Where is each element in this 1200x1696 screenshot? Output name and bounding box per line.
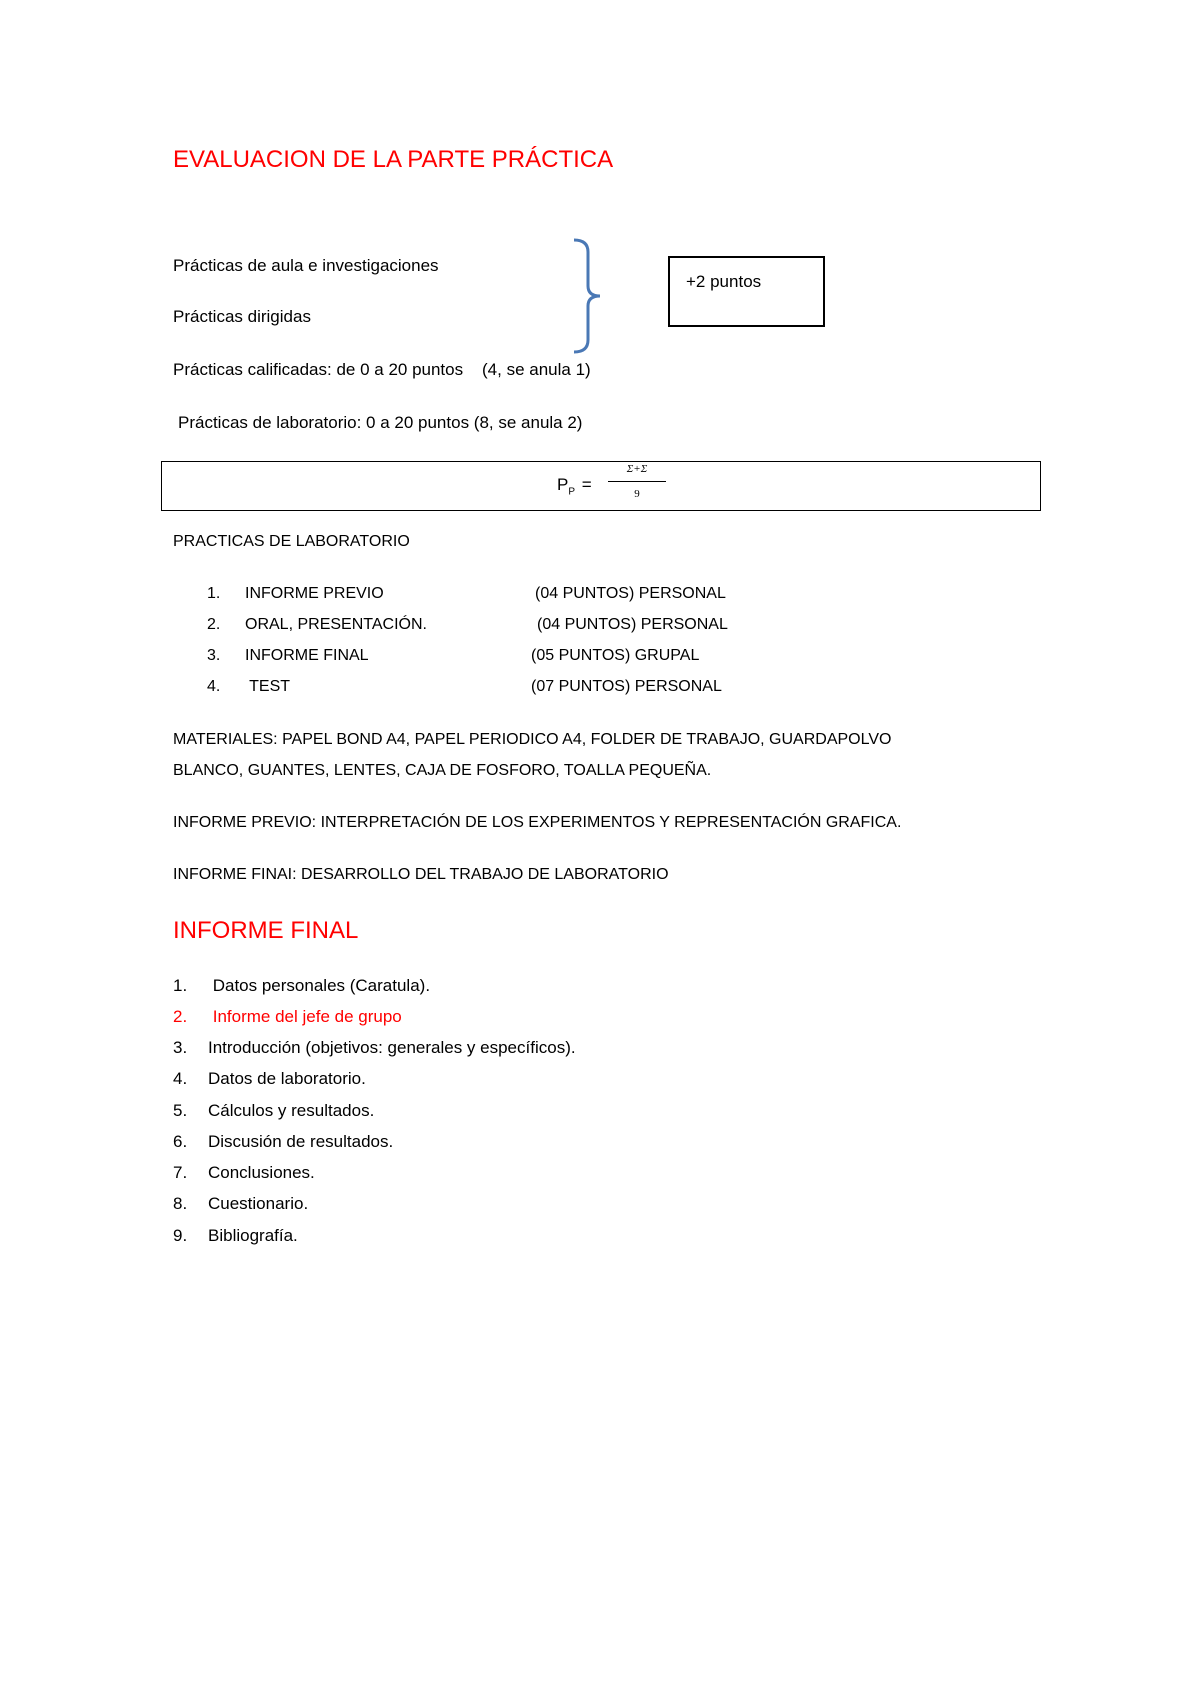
informe-item: 9. Bibliografía. [173,1226,298,1245]
informe-item: 3. Introducción (objetivos: generales y específicos). [173,1038,576,1057]
lab-item-label: TEST [245,678,291,695]
lab-heading: PRACTICAS DE LABORATORIO [173,533,410,550]
lab-item-label: ORAL, PRESENTACIÓN. [245,616,427,633]
lab-item-num: 1. [207,585,221,602]
informe-item: 4. Datos de laboratorio. [173,1069,366,1088]
materiales-line1: MATERIALES: PAPEL BOND A4, PAPEL PERIODICO A4, FOLDER DE TRABAJO, GUARDAPOLVO [173,731,892,748]
lab-item-points: (05 PUNTOS) GRUPAL [531,647,700,664]
materiales-line2: BLANCO, GUANTES, LENTES, CAJA DE FOSFORO, TOALLA PEQUEÑA. [173,762,712,779]
informe-previo-desc: INFORME PREVIO: INTERPRETACIÓN DE LOS EXPERIMENTOS Y REPRESENTACIÓN GRAFICA. [173,814,902,831]
bonus-text: +2 puntos [686,272,762,291]
formula-denominator: 9 [634,488,640,500]
lab-item-label: INFORME FINAL [245,647,369,664]
practicas-calificadas: Prácticas calificadas: de 0 a 20 puntos (4, se anula 1) [173,360,591,379]
practicas-aula: Prácticas de aula e investigaciones [173,256,439,275]
informe-item: 7. Conclusiones. [173,1163,315,1182]
lab-item-num: 2. [207,616,221,633]
practicas-laboratorio: Prácticas de laboratorio: 0 a 20 puntos (8, se anula 2) [178,413,583,432]
fraction-bar [608,481,666,482]
informe-item: 6. Discusión de resultados. [173,1132,394,1151]
curly-brace-icon [572,238,612,354]
informe-item: 5. Cálculos y resultados. [173,1101,375,1120]
informe-item: 1. Datos personales (Caratula). [173,976,431,995]
formula-numerator: Σ+Σ [626,463,648,475]
formula-lhs: $P_P$ = [557,475,592,498]
lab-item-num: 4. [207,678,221,695]
informe-item-highlight: 2. Informe del jefe de grupo [173,1007,402,1026]
lab-item-points: (07 PUNTOS) PERSONAL [531,678,722,695]
bonus-box [668,256,825,327]
lab-item-num: 3. [207,647,221,664]
informe-item: 8. Cuestionario. [173,1194,309,1213]
lab-item-points: (04 PUNTOS) PERSONAL [535,585,726,602]
informe-final-desc: INFORME FINAI: DESARROLLO DEL TRABAJO DE LABORATORIO [173,866,669,883]
lab-item-points: (04 PUNTOS) PERSONAL [537,616,728,633]
page-title: EVALUACION DE LA PARTE PRÁCTICA [173,146,614,173]
lab-item-label: INFORME PREVIO [245,585,384,602]
formula-box [161,461,1041,511]
practicas-dirigidas: Prácticas dirigidas [173,307,311,326]
informe-final-heading: INFORME FINAL [173,917,359,944]
